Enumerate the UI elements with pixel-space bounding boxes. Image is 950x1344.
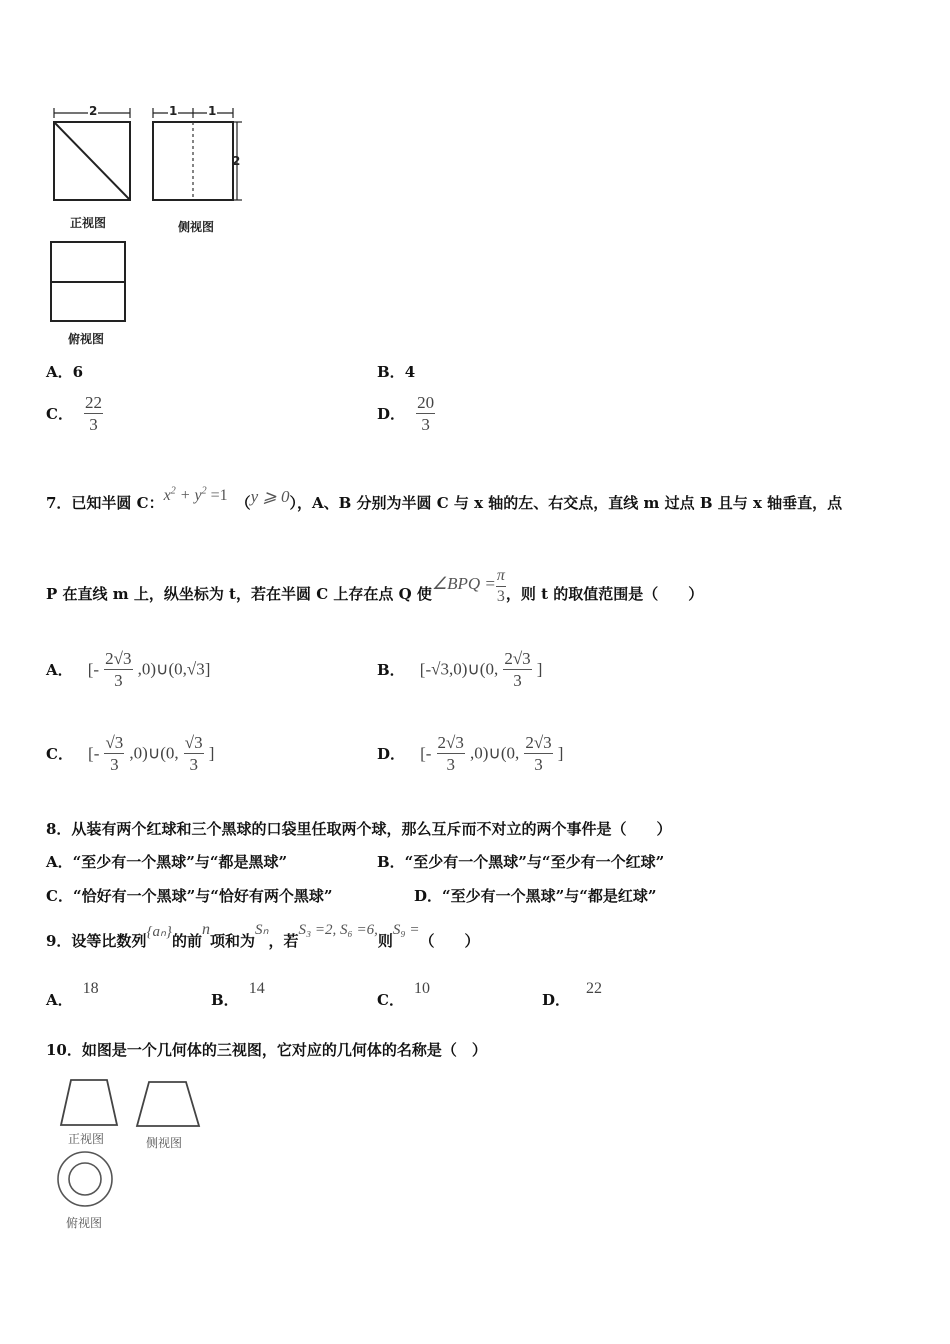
- front-view-trapezoid: [61, 1080, 117, 1125]
- q6-option-a[interactable]: A．6: [46, 363, 84, 381]
- top-view-outer-circle: [58, 1152, 112, 1206]
- q7-stem-line1: 7．已知半圆 C：$x^2 + y^2 =1$ （y ⩾ 0），A、B 分别为半圆 C 与 x 轴的左、右交点，直线 m 过点 B 且与 x 轴垂直，点: [46, 485, 843, 512]
- q6-option-d[interactable]: D． $\frac{20}{3}$: [377, 393, 435, 434]
- q7-stem-line2: P 在直线 m 上，纵坐标为 t，若在半圆 C 上存在点 Q 使∠BPQ = $\frac{\pi}{3}$ ，则 t 的取值范围是（ ）: [46, 567, 704, 605]
- top-view-caption: 俯视图: [68, 332, 105, 346]
- front-view-diagonal: [54, 122, 130, 200]
- q7-option-c[interactable]: C． [- $\frac{√3}{3}$ ,0)∪(0, $\frac{√3}{3}$ ]: [46, 733, 215, 774]
- side-view-trapezoid: [137, 1082, 199, 1126]
- q8-option-d[interactable]: D．“至少有一个黑球”与“都是红球”: [414, 887, 657, 905]
- q8-stem: 8．从装有两个红球和三个黑球的口袋里任取两个球，那么互斥而不对立的两个事件是（ ）: [46, 820, 672, 838]
- front-view-caption: 正视图: [70, 216, 107, 230]
- q9-stem: 9．设等比数列{aₙ}的前n项和为Sₙ，若S₃ =2, S₆ =6,则S₉ =（ ）: [46, 921, 480, 950]
- q9-option-d[interactable]: D．22: [542, 980, 603, 1009]
- q6-option-c[interactable]: C． $\frac{22}{3}$: [46, 393, 103, 434]
- side-height-label: 2: [232, 154, 241, 168]
- q7-option-d[interactable]: D． [- $\frac{2√3}{3}$ ,0)∪(0, $\frac{2√3}{3}$ ]: [377, 733, 564, 774]
- q7-option-a[interactable]: A． [- $\frac{2√3}{3}$ ,0)∪(0,√3]: [46, 649, 211, 690]
- top-view-inner-circle: [69, 1163, 101, 1195]
- q7-option-b[interactable]: B． [-√3,0)∪(0, $\frac{2√3}{3}$ ]: [377, 649, 543, 690]
- q9-option-c[interactable]: C．10: [377, 980, 430, 1009]
- side-view-caption: 侧视图: [178, 220, 215, 234]
- q10-front-view-caption: 正视图: [68, 1132, 105, 1146]
- q9-option-b[interactable]: B．14: [211, 980, 265, 1009]
- side-right-width-label: 1: [208, 104, 217, 118]
- side-left-width-label: 1: [169, 104, 178, 118]
- q8-option-b[interactable]: B．“至少有一个黑球”与“至少有一个红球”: [377, 853, 665, 871]
- front-width-label: 2: [89, 104, 98, 118]
- q8-option-a[interactable]: A．“至少有一个黑球”与“都是黑球”: [46, 853, 288, 871]
- q10-top-view-caption: 俯视图: [66, 1216, 103, 1230]
- q10-stem: 10．如图是一个几何体的三视图，它对应的几何体的名称是（ ）: [46, 1041, 487, 1059]
- q10-side-view-caption: 侧视图: [146, 1136, 183, 1150]
- q6-option-b[interactable]: B．4: [377, 363, 416, 381]
- q8-option-c[interactable]: C．“恰好有一个黑球”与“恰好有两个黑球”: [46, 887, 333, 905]
- three-view-figure-2: [50, 1070, 210, 1230]
- q9-option-a[interactable]: A．18: [46, 980, 99, 1009]
